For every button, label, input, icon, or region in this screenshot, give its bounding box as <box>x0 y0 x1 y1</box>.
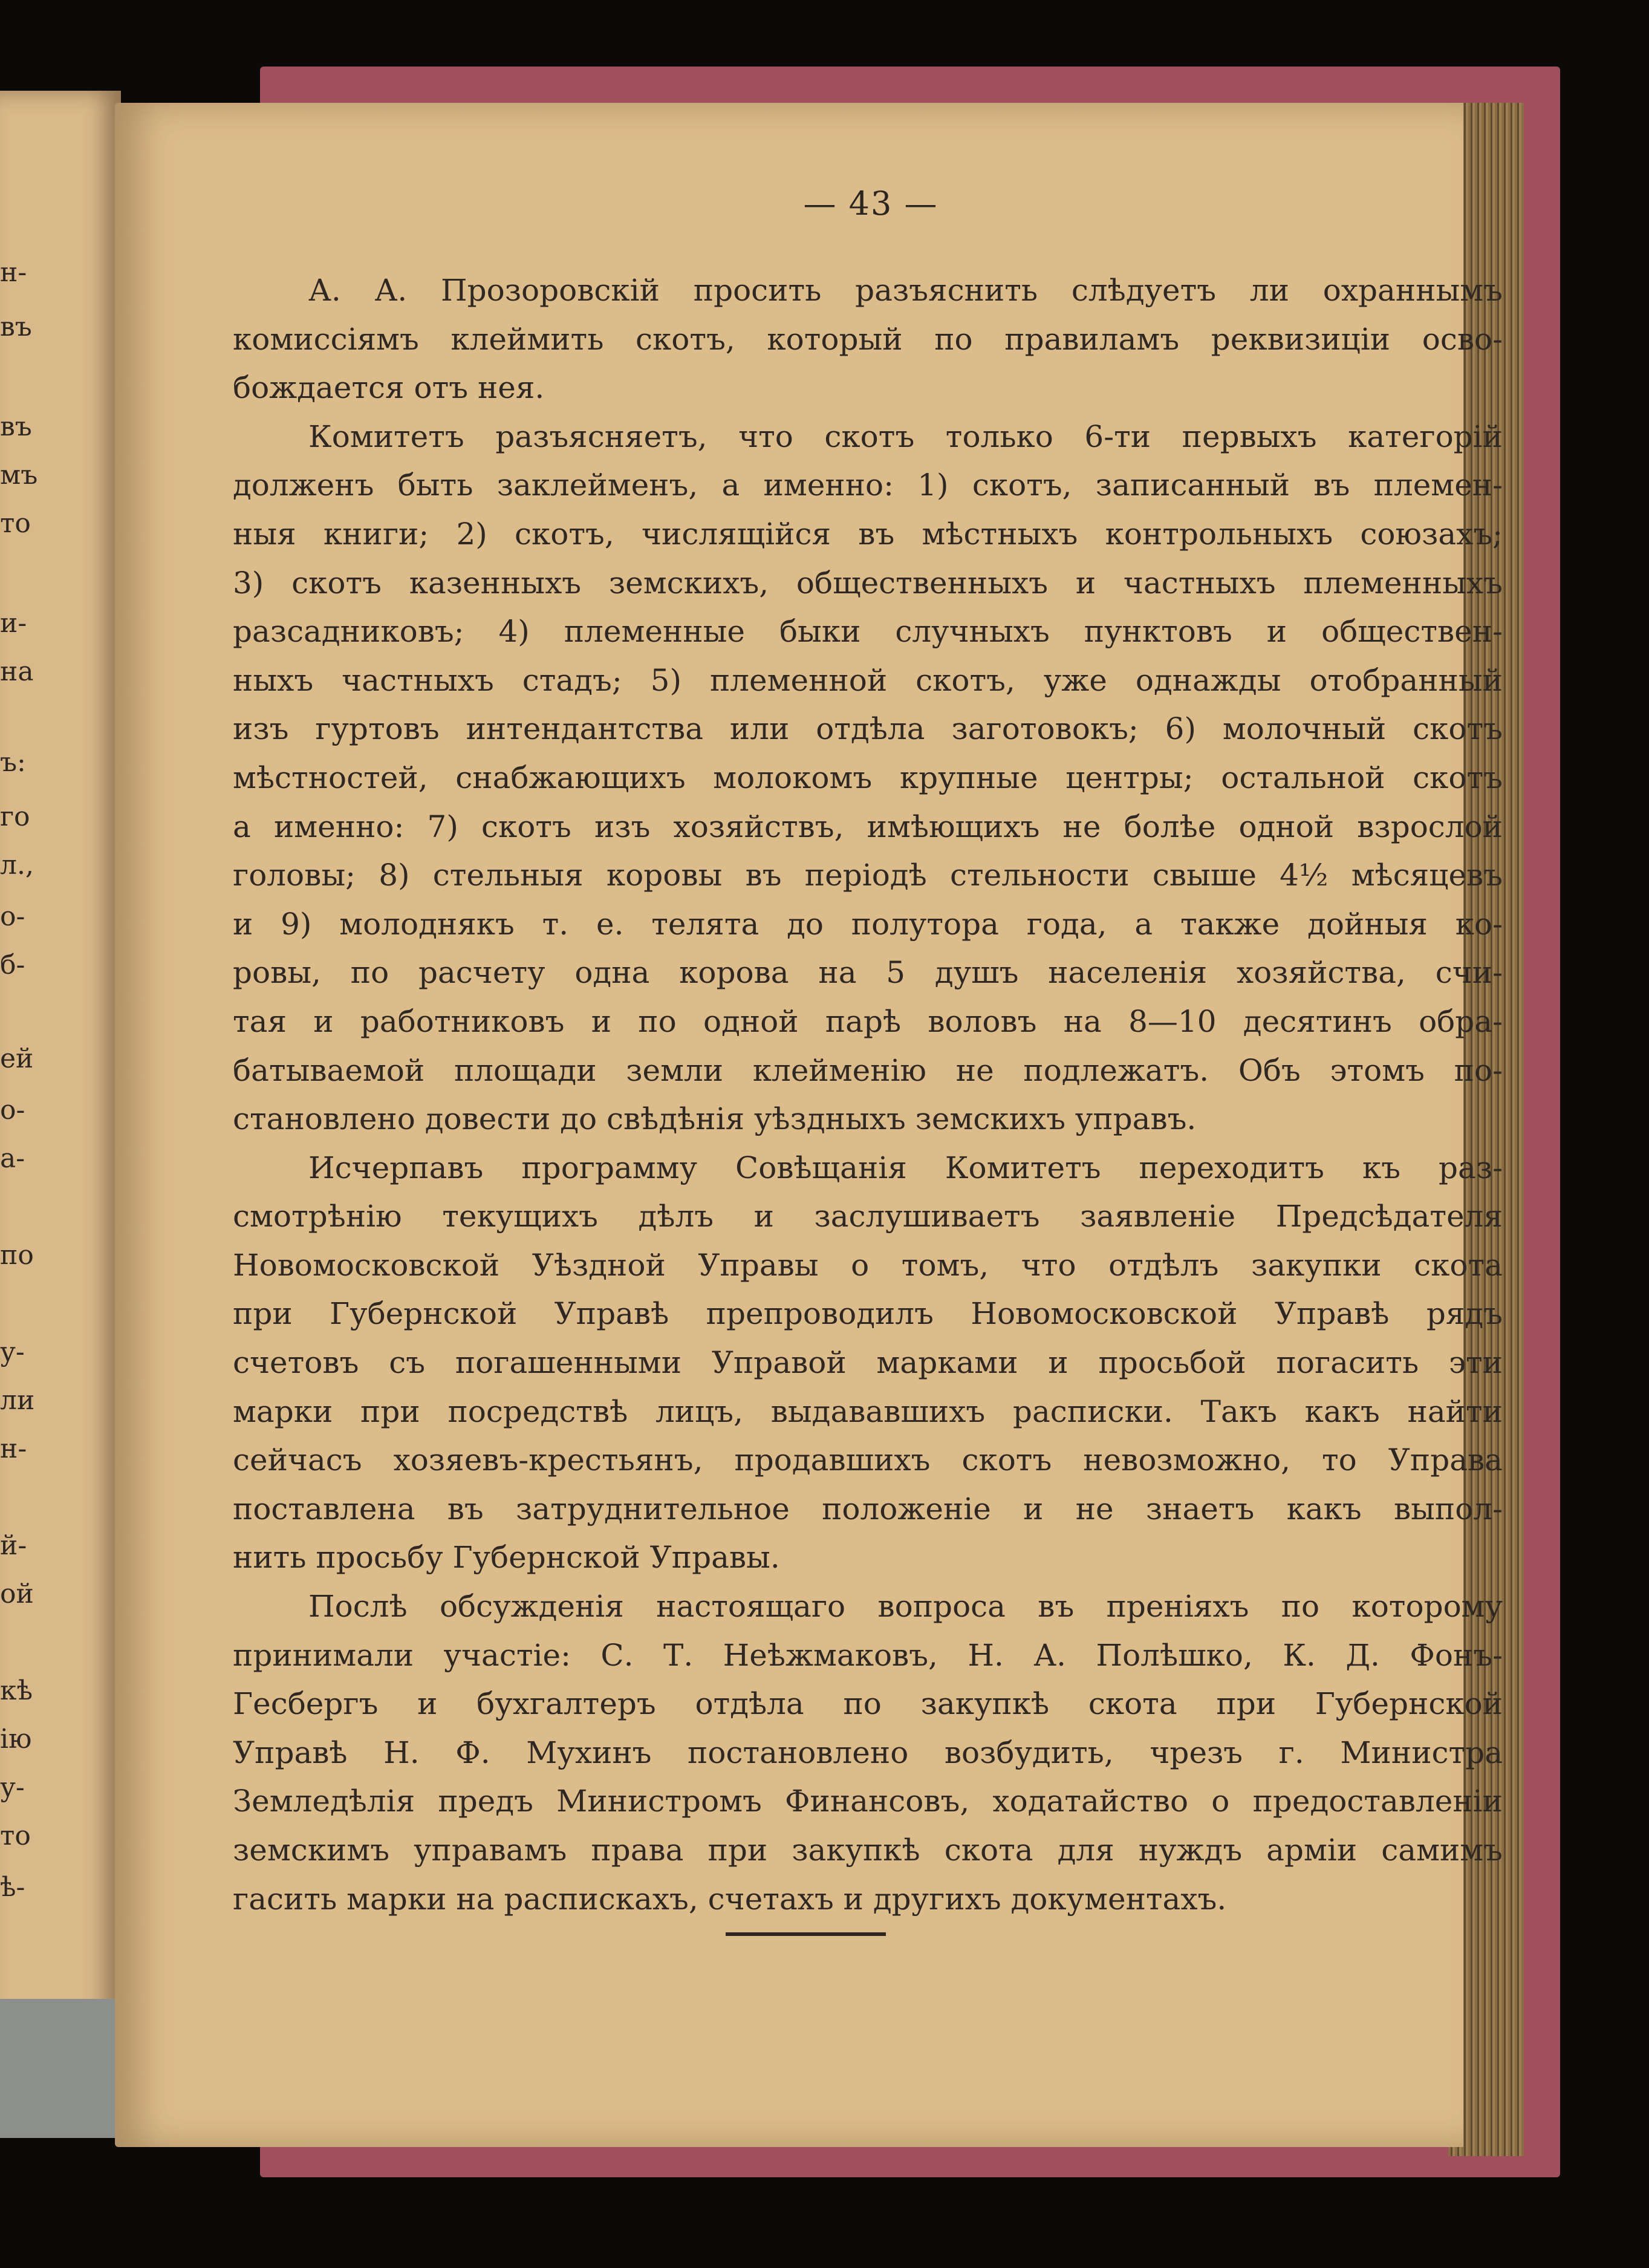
previous-page-fragment: кѣ <box>0 1675 33 1706</box>
previous-page-fragment: въ <box>0 311 32 342</box>
previous-page-fragment: ѣ- <box>0 1872 25 1903</box>
section-rule <box>726 1932 886 1936</box>
previous-page-shadow <box>0 1999 121 2138</box>
text-line: ровы, по расчету одна корова на 5 душъ населенія хозяйства, счи- <box>233 955 1503 991</box>
text-line: разсадниковъ; 4) племенные быки случныхъ пунктовъ и обществен- <box>233 614 1503 650</box>
book-page <box>115 103 1503 2147</box>
text-line: принимали участіе: С. Т. Неѣжмаковъ, Н. А. Полѣшко, К. Д. Фонъ- <box>233 1637 1503 1673</box>
text-line: нить просьбу Губернской Управы. <box>233 1540 780 1576</box>
page-text <box>233 266 1503 1923</box>
text-line: Управѣ Н. Ф. Мухинъ постановлено возбудить, чрезъ г. Министра <box>233 1735 1503 1770</box>
text-line: Новомосковской Уѣздной Управы о томъ, что отдѣлъ закупки скота <box>233 1247 1503 1283</box>
text-line: марки при посредствѣ лицъ, выдававшихъ расписки. Такъ какъ найти <box>233 1393 1503 1429</box>
text-line: при Губернской Управѣ препроводилъ Новомосковской Управѣ рядъ <box>233 1296 1503 1332</box>
previous-page-fragment: ъ: <box>0 747 26 778</box>
text-line: Послѣ обсужденія настоящаго вопроса въ преніяхъ по которому <box>308 1589 1503 1624</box>
text-line: комиссіямъ клеймить скотъ, который по правиламъ реквизиціи осво- <box>233 321 1503 357</box>
previous-page-fragment: б- <box>0 950 25 980</box>
previous-page-fragment: а- <box>0 1143 25 1174</box>
text-line: изъ гуртовъ интендантства или отдѣла заготовокъ; 6) молочный скотъ <box>233 711 1503 747</box>
page-number: — 43 — <box>803 184 938 223</box>
previous-page-fragment: ли <box>0 1385 35 1416</box>
previous-page-fragment: ію <box>0 1724 32 1755</box>
text-line: и 9) молоднякъ т. е. телята до полутора года, а также дойныя ко- <box>233 906 1503 942</box>
text-line: головы; 8) стельныя коровы въ періодѣ стельности свыше 4½ мѣсяцевъ <box>233 858 1503 893</box>
previous-page-fragment: и- <box>0 608 27 639</box>
previous-page-fragment: на <box>0 656 34 687</box>
previous-page-fragment: по <box>0 1240 34 1271</box>
text-line: долженъ быть заклейменъ, а именно: 1) скотъ, записанный въ племен- <box>233 468 1503 503</box>
text-line: становлено довести до свѣдѣнія уѣздныхъ земскихъ управъ. <box>233 1101 1197 1137</box>
text-line: счетовъ съ погашенными Управой марками и просьбой погасить эти <box>233 1345 1503 1381</box>
text-line: Исчерпавъ программу Совѣщанія Комитетъ переходитъ къ раз- <box>308 1150 1503 1185</box>
previous-page-fragment: то <box>0 508 31 539</box>
previous-page-fragment: у- <box>0 1337 25 1367</box>
previous-page-fragment: л., <box>0 850 34 881</box>
previous-page-fragment: то <box>0 1820 31 1851</box>
text-line: ныя книги; 2) скотъ, числящійся въ мѣстныхъ контрольныхъ союзахъ; <box>233 516 1503 552</box>
previous-page-fragment: н- <box>0 257 27 288</box>
previous-page-fragment: ой <box>0 1579 34 1609</box>
text-line: сейчасъ хозяевъ-крестьянъ, продавшихъ скотъ невозможно, то Управа <box>233 1442 1503 1478</box>
previous-page-fragment: мъ <box>0 460 38 490</box>
previous-page-fragment: о- <box>0 1095 25 1126</box>
text-line: ныхъ частныхъ стадъ; 5) племенной скотъ, уже однажды отобранный <box>233 662 1503 698</box>
text-line: гасить марки на распискахъ, счетахъ и другихъ документахъ. <box>233 1881 1227 1917</box>
text-line: Земледѣлія предъ Министромъ Финансовъ, ходатайство о предоставленіи <box>233 1784 1503 1819</box>
text-line: А. А. Прозоровскій просить разъяснить слѣдуетъ ли охраннымъ <box>308 273 1503 308</box>
text-line: бождается отъ нея. <box>233 370 545 406</box>
text-line: Комитетъ разъясняетъ, что скотъ только 6-ти первыхъ категорій <box>308 419 1503 454</box>
previous-page-fragment: въ <box>0 411 32 442</box>
text-line: мѣстностей, снабжающихъ молокомъ крупные центры; остальной скотъ <box>233 760 1503 795</box>
previous-page <box>0 91 121 2138</box>
previous-page-fragment: н- <box>0 1433 27 1464</box>
previous-page-fragment: й- <box>0 1530 27 1561</box>
text-line: тая и работниковъ и по одной парѣ воловъ на 8—10 десятинъ обра- <box>233 1003 1503 1039</box>
previous-page-fragment: го <box>0 801 30 832</box>
previous-page-fragment: ей <box>0 1043 34 1074</box>
text-line: а именно: 7) скотъ изъ хозяйствъ, имѣющихъ не болѣе одной взрослой <box>233 809 1503 844</box>
text-line: земскимъ управамъ права при закупкѣ скота для нуждъ арміи самимъ <box>233 1833 1503 1868</box>
previous-page-fragment: о- <box>0 901 25 932</box>
previous-page-fragment: у- <box>0 1772 25 1803</box>
text-line: смотрѣнію текущихъ дѣлъ и заслушиваетъ заявленіе Предсѣдателя <box>233 1199 1503 1234</box>
text-line: 3) скотъ казенныхъ земскихъ, общественныхъ и частныхъ племенныхъ <box>233 565 1503 601</box>
text-line: поставлена въ затруднительное положеніе и не знаетъ какъ выпол- <box>233 1491 1503 1527</box>
text-line: батываемой площади земли клейменію не подлежатъ. Объ этомъ по- <box>233 1052 1503 1088</box>
text-line: Гесбергъ и бухгалтеръ отдѣла по закупкѣ скота при Губернской <box>233 1686 1503 1722</box>
